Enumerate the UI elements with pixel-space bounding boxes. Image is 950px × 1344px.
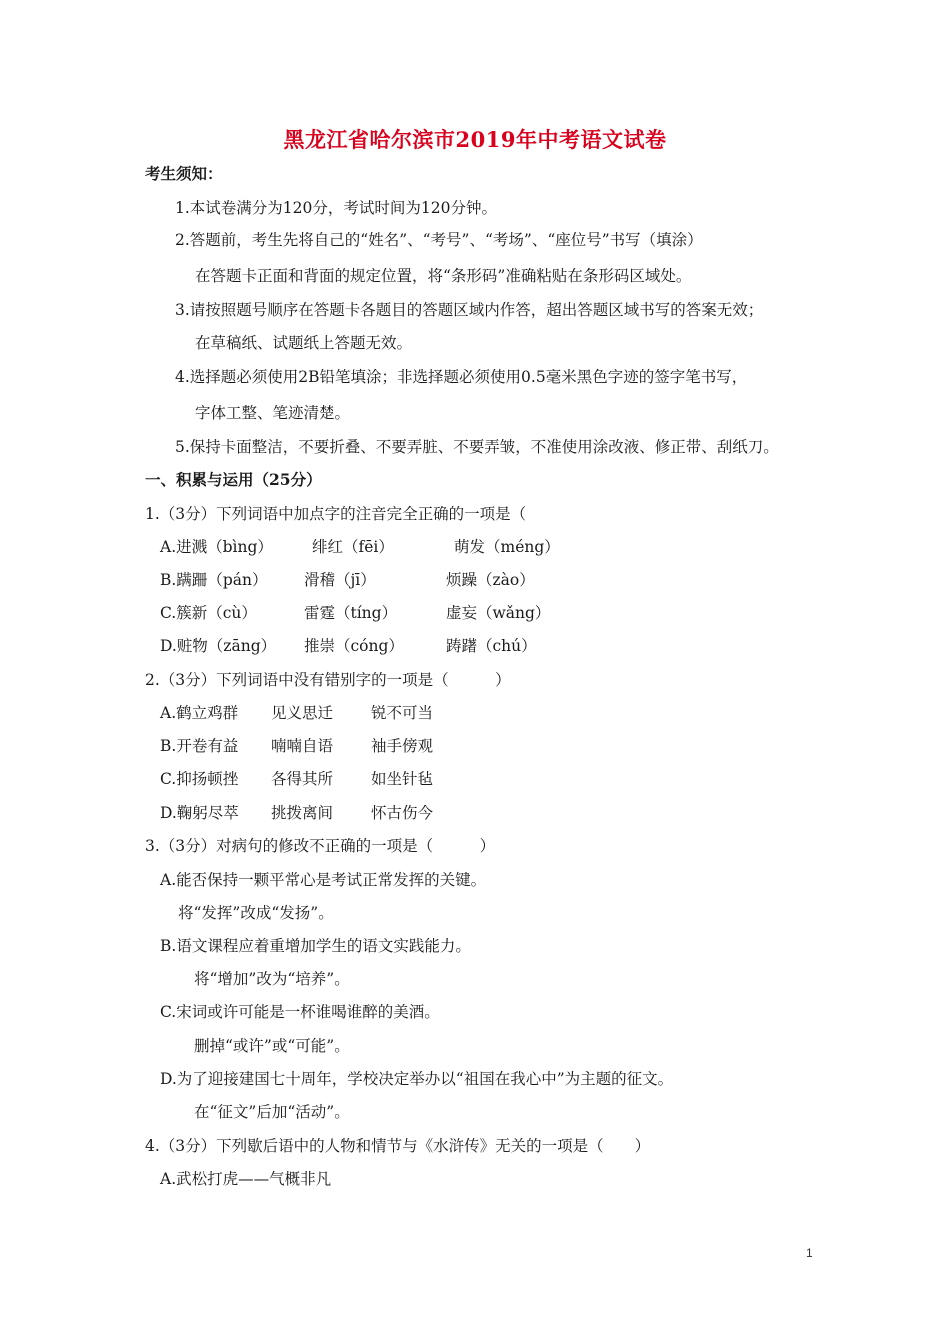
option-word: 绯红（fēi）: [312, 538, 394, 556]
option-word: 烦躁（zào）: [446, 571, 535, 589]
option-word: 怀古伤今: [371, 804, 434, 822]
question-3-option-b: B.语文课程应着重增加学生的语文实践能力。: [160, 937, 471, 955]
option-word: 锐不可当: [371, 704, 434, 722]
question-3-stem: 3.（3分）对病句的修改不正确的一项是（ ）: [145, 837, 496, 855]
option-word: C.抑扬顿挫: [160, 770, 239, 788]
notice-line: 1.本试卷满分为120分，考试时间为120分钟。: [175, 199, 497, 217]
notice-line: 在答题卡正面和背面的规定位置，将“条形码”准确粘贴在条形码区域处。: [195, 267, 692, 285]
option-word: 各得其所: [271, 770, 334, 788]
notice-line: 字体工整、笔迹清楚。: [195, 404, 351, 422]
notice-heading: 考生须知：: [145, 164, 223, 183]
option-word: 踌躇（chú）: [446, 637, 537, 655]
question-3-fix-a: 将“发挥”改成“发扬”。: [178, 904, 334, 922]
option-word: 滑稽（jī）: [304, 571, 376, 589]
notice-line: 在草稿纸、试题纸上答题无效。: [195, 334, 413, 352]
option-word: 如坐针毡: [371, 770, 434, 788]
option-word: 雷霆（tíng）: [304, 604, 398, 622]
question-2-stem: 2.（3分）下列词语中没有错别字的一项是（ ）: [145, 671, 511, 689]
option-word: 挑拨离间: [271, 804, 334, 822]
option-word: A.鹤立鸡群: [160, 704, 239, 722]
question-4-option-a: A.武松打虎——气概非凡: [160, 1170, 332, 1188]
question-3-fix-b: 将“增加”改为“培养”。: [194, 970, 350, 988]
question-4-stem: 4.（3分）下列歇后语中的人物和情节与《水浒传》无关的一项是（ ）: [145, 1137, 651, 1155]
notice-line: 2.答题前，考生先将自己的“姓名”、“考号”、“考场”、“座位号”书写（填涂）: [175, 231, 703, 249]
question-3-fix-c: 删掉“或许”或“可能”。: [194, 1037, 350, 1055]
notice-line: 3.请按照题号顺序在答题卡各题目的答题区域内作答，超出答题区域书写的答案无效；: [175, 301, 764, 319]
question-3-option-c: C.宋词或许可能是一杯谁喝谁醉的美酒。: [160, 1003, 440, 1021]
option-word: 萌发（méng）: [454, 538, 560, 556]
option-word: 见义思迁: [271, 704, 334, 722]
notice-line: 5.保持卡面整洁，不要折叠、不要弄脏、不要弄皱，不准使用涂改液、修正带、刮纸刀。: [175, 438, 779, 456]
option-word: B.开卷有益: [160, 737, 239, 755]
option-word: A.进溅（bìng）: [160, 538, 273, 556]
question-3-fix-d: 在“征文”后加“活动”。: [194, 1103, 350, 1121]
option-word: 虚妄（wǎng）: [446, 604, 551, 622]
option-word: B.蹒跚（pán）: [160, 571, 268, 589]
option-word: 喃喃自语: [271, 737, 334, 755]
option-word: D.赃物（zāng）: [160, 637, 277, 655]
option-word: D.鞠躬尽萃: [160, 804, 239, 822]
option-word: 推崇（cóng）: [304, 637, 404, 655]
option-word: C.簇新（cù）: [160, 604, 257, 622]
exam-title: 黑龙江省哈尔滨市2019年中考语文试卷: [283, 127, 667, 152]
question-1-stem: 1.（3分）下列词语中加点字的注音完全正确的一项是（: [145, 505, 527, 523]
section-heading: 一、积累与运用（25分）: [145, 470, 322, 489]
notice-line: 4.选择题必须使用2B铅笔填涂；非选择题必须使用0.5毫米黑色字迹的签字笔书写，: [175, 368, 748, 386]
question-3-option-d: D.为了迎接建国七十周年，学校决定举办以“祖国在我心中”为主题的征文。: [160, 1070, 674, 1088]
option-word: 袖手傍观: [371, 737, 434, 755]
question-3-option-a: A.能否保持一颗平常心是考试正常发挥的关键。: [160, 871, 487, 889]
page-number: 1: [806, 1246, 813, 1260]
